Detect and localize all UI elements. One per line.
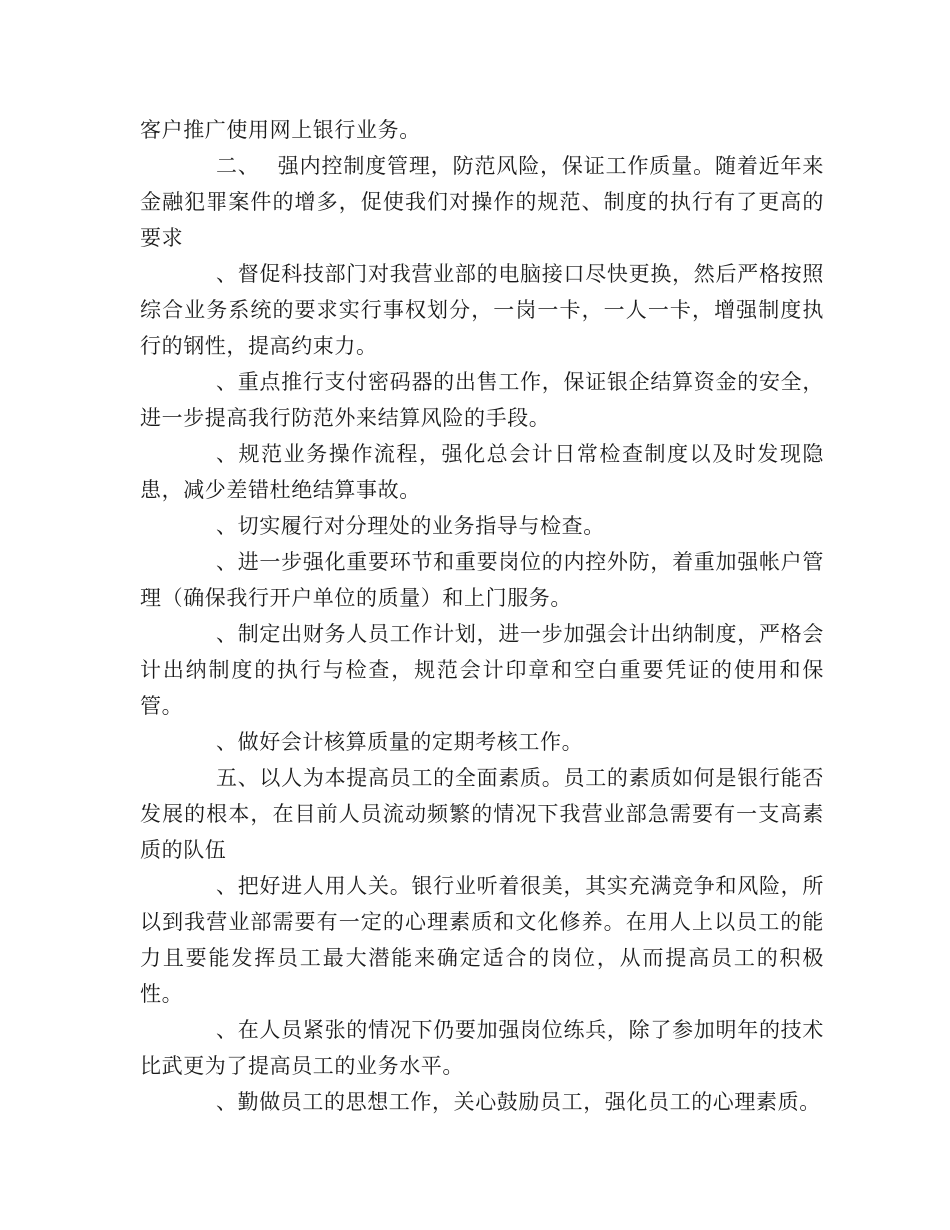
section-number: 二、 [216, 154, 260, 178]
paragraph-text: 强内控制度管理，防范风险，保证工作质量。随着近年来金融犯罪案件的增多，促使我们对操作的规范、制度的执行有了更高的要求 [140, 154, 825, 250]
paragraph: 、勤做员工的思想工作，关心鼓励员工，强化员工的心理素质。 [216, 1090, 821, 1114]
paragraph: 、督促科技部门对我营业部的电脑接口尽快更换，然后严格按照综合业务系统的要求实行事权划分，一岗一卡，一人一卡，增强制度执行的钢性，提高约束力。 [140, 262, 824, 358]
paragraph: 、切实履行对分理处的业务指导与检查。 [216, 514, 605, 538]
paragraph: 、规范业务操作流程，强化总会计日常检查制度以及时发现隐患，减少差错杜绝结算事故。 [140, 442, 824, 502]
paragraph: 、重点推行支付密码器的出售工作，保证银企结算资金的安全，进一步提高我行防范外来结算风险的手段。 [140, 370, 824, 430]
document-body [140, 112, 824, 1120]
paragraph: 、在人员紧张的情况下仍要加强岗位练兵，除了参加明年的技术比武更为了提高员工的业务水平。 [140, 1018, 824, 1078]
paragraph: 、把好进人用人关。银行业听着很美，其实充满竞争和风险，所以到我营业部需要有一定的心理素质和文化修养。在用人上以员工的能力且要能发挥员工最大潜能来确定适合的岗位，从而提高员工的积极性。 [140, 874, 824, 1006]
paragraph: 、进一步强化重要环节和重要岗位的内控外防，着重加强帐户管理（确保我行开户单位的质量）和上门服务。 [140, 550, 824, 610]
paragraph: 、制定出财务人员工作计划，进一步加强会计出纳制度，严格会计出纳制度的执行与检查，规范会计印章和空白重要凭证的使用和保管。 [140, 622, 824, 718]
paragraph: 客户推广使用网上银行业务。 [140, 118, 421, 142]
section-heading-paragraph [140, 148, 824, 256]
paragraph: 、做好会计核算质量的定期考核工作。 [216, 730, 584, 754]
section-heading-paragraph: 五、以人为本提高员工的全面素质。员工的素质如何是银行能否发展的根本，在目前人员流动频繁的情况下我营业部急需要有一支高素质的队伍 [140, 766, 824, 862]
